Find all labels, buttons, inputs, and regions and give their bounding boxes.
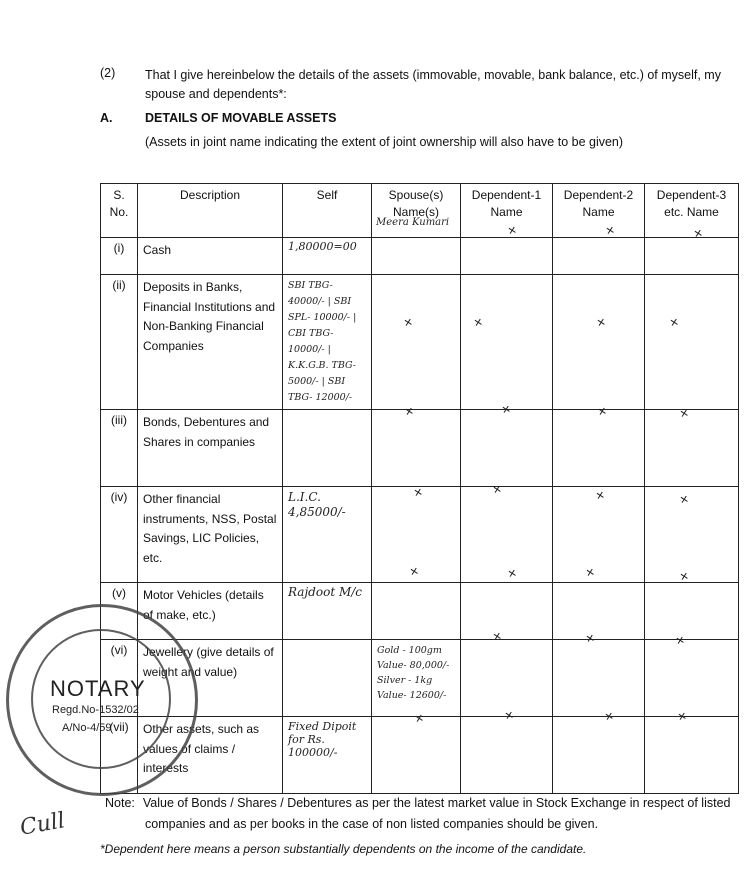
cross-mark: × — [584, 563, 596, 581]
row-number: (iv) — [101, 487, 138, 583]
spouse-handwritten-name: Meera Kumari — [376, 217, 450, 228]
header-spouse — [372, 184, 461, 238]
section-title: DETAILS OF MOVABLE ASSETS — [145, 111, 337, 125]
cross-mark: × — [584, 629, 596, 647]
cross-mark: × — [491, 627, 503, 645]
table-row — [101, 583, 739, 640]
row-self-value: L.I.C. 4,85000/- — [283, 487, 372, 583]
stamp-reg-text: Regd.No-1532/02 — [52, 704, 139, 716]
cross-mark: × — [408, 562, 420, 580]
cross-mark: × — [678, 567, 690, 585]
cross-mark: × — [594, 486, 606, 504]
cross-mark: × — [500, 400, 512, 418]
table-row — [101, 487, 739, 583]
cross-mark: × — [678, 490, 690, 508]
cross-mark: × — [413, 709, 425, 727]
cross-mark: × — [472, 313, 484, 331]
header-dependent-1: Dependent-1 Name — [461, 184, 553, 238]
cross-mark: × — [403, 402, 415, 420]
row-description: Deposits in Banks, Financial Institutions and Non-Banking Financial Companies — [138, 275, 283, 410]
row-self-value: 1,80000=00 — [283, 238, 372, 275]
stamp-notary-text: NOTARY — [50, 676, 146, 701]
table-header-row — [101, 184, 739, 238]
cross-mark: × — [503, 706, 515, 724]
signature: Cull — [18, 808, 67, 841]
header-sno: S. No. — [101, 184, 138, 238]
header-spouse-label: Spouse(s) Name(s) — [388, 188, 444, 219]
row-self-value: Fixed Dipoit for Rs. 100000/- — [283, 717, 372, 794]
cross-mark: × — [412, 483, 424, 501]
row-self-value: Rajdoot M/c — [283, 583, 372, 640]
cross-mark: × — [676, 707, 688, 725]
row-description: Other financial instruments, NSS, Postal Savings, LIC Policies, etc. — [138, 487, 283, 583]
header-description: Description — [138, 184, 283, 238]
cross-mark: × — [674, 631, 686, 649]
stamp-ano-text: A/No-4/59 — [62, 722, 112, 734]
note-body: Value of Bonds / Shares / Debentures as per the latest market value in Stock Exchange in respect of listed companies and as per books in the case of non listed companies should be given. — [142, 796, 731, 831]
cross-mark: × — [668, 313, 680, 331]
cross-mark: × — [491, 480, 503, 498]
row-number: (i) — [101, 238, 138, 275]
paragraph-text: That I give hereinbelow the details of the assets (immovable, movable, bank balance, etc.) of myself, my spouse and dependents*: — [145, 68, 721, 101]
note-text — [105, 793, 745, 835]
row-number: (ii) — [101, 275, 138, 410]
row-description: Bonds, Debentures and Shares in companies — [138, 410, 283, 487]
section-note: (Assets in joint name indicating the extent of joint ownership will also have to be given) — [145, 135, 624, 149]
row-number: (iii) — [101, 410, 138, 487]
row-number: (v) — [101, 583, 138, 640]
cross-mark: × — [506, 564, 518, 582]
row-spouse-value: Gold - 100gm Value- 80,000/- Silver - 1kg Value- 12600/- — [372, 640, 461, 717]
row-description: Motor Vehicles (details of make, etc.) — [138, 583, 283, 640]
cross-mark: × — [604, 221, 616, 239]
row-number: (vii) — [101, 717, 138, 794]
note-label: Note: — [105, 796, 135, 810]
row-self-value — [283, 640, 372, 717]
header-dependent-3: Dependent-3 etc. Name — [645, 184, 739, 238]
header-dependent-2: Dependent-2 Name — [553, 184, 645, 238]
cross-mark: × — [596, 402, 608, 420]
cross-mark: × — [603, 707, 615, 725]
cross-mark: × — [402, 313, 414, 331]
row-number: (vi) — [101, 640, 138, 717]
row-description: Jewellery (give details of weight and value) — [138, 640, 283, 717]
table-row — [101, 275, 739, 410]
dependent-footnote: *Dependent here means a person substantially dependents on the income of the candidate. — [100, 842, 587, 856]
row-self-value — [283, 410, 372, 487]
table-row — [101, 717, 739, 794]
row-self-value: SBI TBG- 40000/- | SBI SPL- 10000/- | CBI TBG- 10000/- | K.K.G.B. TBG- 5000/- | SBI TBG- 12000/- — [283, 275, 372, 410]
cross-mark: × — [595, 313, 607, 331]
cross-mark: × — [692, 224, 704, 242]
paragraph-number: (2) — [100, 66, 116, 80]
row-description: Cash — [138, 238, 283, 275]
cross-mark: × — [506, 221, 518, 239]
cross-mark: × — [678, 404, 690, 422]
table-row — [101, 238, 739, 275]
row-description: Other assets, such as values of claims / interests — [138, 717, 283, 794]
table-row — [101, 410, 739, 487]
header-self: Self — [283, 184, 372, 238]
section-letter: A. — [100, 111, 113, 125]
